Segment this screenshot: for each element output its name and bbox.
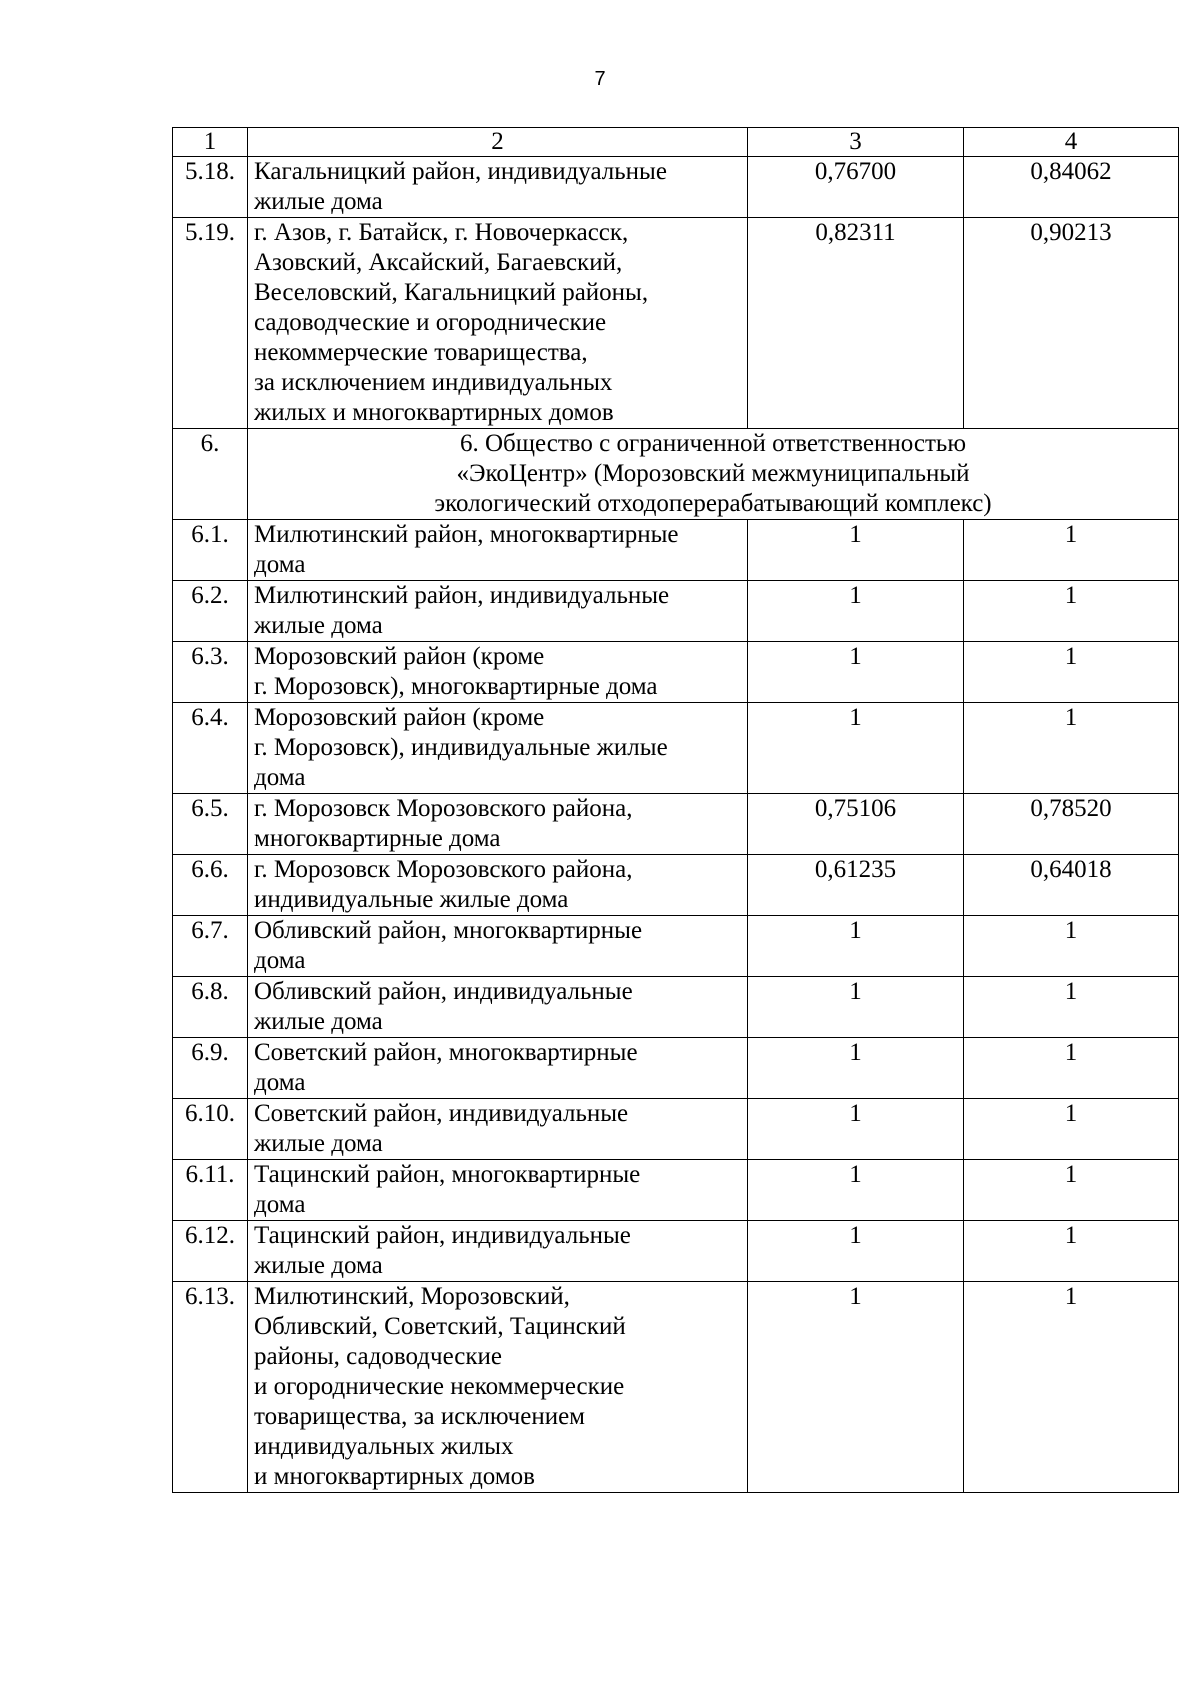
row-description [248, 977, 748, 1038]
coefficient-col-3: 0,76700 [748, 157, 964, 218]
table-row [173, 1099, 1179, 1160]
coefficient-col-4: 1 [964, 1038, 1179, 1099]
table-row [173, 794, 1179, 855]
cell-text-line: Советский район, многоквартирные [254, 1039, 638, 1066]
row-number: 6.7. [173, 916, 248, 977]
section-number: 6. [173, 429, 248, 520]
row-description [248, 1099, 748, 1160]
cell-text-line: индивидуальных жилых [254, 1433, 514, 1460]
cell-text-line: дома [254, 1069, 306, 1096]
cell-text-line: Веселовский, Кагальницкий районы, [254, 279, 649, 306]
table-row [173, 916, 1179, 977]
cell-text-line: г. Морозовск), многоквартирные дома [254, 673, 658, 700]
coefficient-col-3: 1 [748, 1221, 964, 1282]
table-row [173, 1038, 1179, 1099]
row-description [248, 581, 748, 642]
coefficient-col-4: 1 [964, 916, 1179, 977]
cell-text-line: Обливский район, индивидуальные [254, 978, 633, 1005]
row-number: 5.18. [173, 157, 248, 218]
cell-text-line: жилые дома [254, 1008, 383, 1035]
cell-text-line: жилые дома [254, 1252, 383, 1279]
row-description [248, 520, 748, 581]
row-number: 6.4. [173, 703, 248, 794]
tariff-table [172, 127, 1179, 1493]
section-title [248, 429, 1179, 520]
cell-text-line: Милютинский район, многоквартирные [254, 521, 679, 548]
header-row [173, 128, 1179, 157]
cell-text-line: Обливский район, многоквартирные [254, 917, 643, 944]
tariff-table-body [173, 128, 1179, 1493]
row-description [248, 916, 748, 977]
cell-text-line: Тацинский район, индивидуальные [254, 1222, 631, 1249]
row-number: 5.19. [173, 218, 248, 429]
coefficient-col-4: 0,78520 [964, 794, 1179, 855]
table-row [173, 581, 1179, 642]
header-col-3: 3 [748, 128, 964, 157]
cell-text-line: районы, садоводческие [254, 1343, 503, 1370]
cell-text-line: жилых и многоквартирных домов [254, 399, 614, 426]
cell-text-line: и многоквартирных домов [254, 1463, 535, 1490]
coefficient-col-3: 1 [748, 581, 964, 642]
coefficient-col-3: 1 [748, 1038, 964, 1099]
cell-text-line: «ЭкоЦентр» (Морозовский межмуниципальный [456, 460, 970, 487]
cell-text-line: товарищества, за исключением [254, 1403, 585, 1430]
cell-text-line: Азовский, Аксайский, Багаевский, [254, 249, 623, 276]
cell-text-line: Милютинский район, индивидуальные [254, 582, 670, 609]
coefficient-col-3: 1 [748, 642, 964, 703]
table-row [173, 218, 1179, 429]
coefficient-col-4: 1 [964, 703, 1179, 794]
row-description [248, 157, 748, 218]
table-row [173, 703, 1179, 794]
row-number: 6.1. [173, 520, 248, 581]
coefficient-col-4: 0,90213 [964, 218, 1179, 429]
coefficient-col-3: 0,82311 [748, 218, 964, 429]
row-number: 6.6. [173, 855, 248, 916]
cell-text-line: г. Морозовск Морозовского района, [254, 795, 633, 822]
cell-text-line: Советский район, индивидуальные [254, 1100, 629, 1127]
coefficient-col-4: 1 [964, 977, 1179, 1038]
cell-text-line: дома [254, 764, 306, 791]
cell-text-line: г. Азов, г. Батайск, г. Новочеркасск, [254, 219, 629, 246]
row-number: 6.8. [173, 977, 248, 1038]
coefficient-col-4: 1 [964, 520, 1179, 581]
coefficient-col-4: 0,84062 [964, 157, 1179, 218]
header-col-4: 4 [964, 128, 1179, 157]
cell-text-line: дома [254, 947, 306, 974]
cell-text-line: садоводческие и огороднические [254, 309, 607, 336]
coefficient-col-4: 1 [964, 1282, 1179, 1493]
row-number: 6.9. [173, 1038, 248, 1099]
row-number: 6.11. [173, 1160, 248, 1221]
cell-text-line: г. Морозовск Морозовского района, [254, 856, 633, 883]
cell-text-line: дома [254, 1191, 306, 1218]
row-description [248, 1160, 748, 1221]
cell-text-line: индивидуальные жилые дома [254, 886, 569, 913]
coefficient-col-3: 0,61235 [748, 855, 964, 916]
table-row [173, 855, 1179, 916]
table-row [173, 157, 1179, 218]
row-description [248, 794, 748, 855]
row-description [248, 218, 748, 429]
cell-text-line: Кагальницкий район, индивидуальные [254, 158, 667, 185]
coefficient-col-4: 1 [964, 1221, 1179, 1282]
cell-text-line: Милютинский, Морозовский, [254, 1283, 570, 1310]
row-number: 6.13. [173, 1282, 248, 1493]
cell-text-line: за исключением индивидуальных [254, 369, 613, 396]
table-row [173, 520, 1179, 581]
row-number: 6.12. [173, 1221, 248, 1282]
coefficient-col-4: 1 [964, 581, 1179, 642]
table-row [173, 977, 1179, 1038]
section-row [173, 429, 1179, 520]
cell-text-line: Морозовский район (кроме [254, 704, 545, 731]
header-col-2: 2 [248, 128, 748, 157]
cell-text-line: некоммерческие товарищества, [254, 339, 588, 366]
row-number: 6.2. [173, 581, 248, 642]
row-description [248, 1282, 748, 1493]
row-number: 6.10. [173, 1099, 248, 1160]
coefficient-col-4: 1 [964, 1160, 1179, 1221]
row-description [248, 855, 748, 916]
cell-text-line: экологический отходоперерабатывающий комплекс) [434, 490, 992, 517]
coefficient-col-3: 1 [748, 520, 964, 581]
row-description [248, 1221, 748, 1282]
coefficient-col-3: 1 [748, 1160, 964, 1221]
cell-text-line: Морозовский район (кроме [254, 643, 545, 670]
cell-text-line: жилые дома [254, 1130, 383, 1157]
header-col-1: 1 [173, 128, 248, 157]
cell-text-line: и огороднические некоммерческие [254, 1373, 625, 1400]
cell-text-line: жилые дома [254, 612, 383, 639]
table-row [173, 1282, 1179, 1493]
coefficient-col-4: 1 [964, 1099, 1179, 1160]
cell-text-line: г. Морозовск), индивидуальные жилые [254, 734, 668, 761]
table-row [173, 1221, 1179, 1282]
cell-text-line: Тацинский район, многоквартирные [254, 1161, 641, 1188]
row-description [248, 1038, 748, 1099]
coefficient-col-3: 1 [748, 916, 964, 977]
coefficient-col-3: 1 [748, 1099, 964, 1160]
table-row [173, 1160, 1179, 1221]
row-number: 6.5. [173, 794, 248, 855]
row-description [248, 642, 748, 703]
cell-text-line: жилые дома [254, 188, 383, 215]
cell-text-line: Обливский, Советский, Тацинский [254, 1313, 626, 1340]
cell-text-line: 6. Общество с ограниченной ответственностью [460, 430, 966, 457]
coefficient-col-4: 0,64018 [964, 855, 1179, 916]
coefficient-col-4: 1 [964, 642, 1179, 703]
cell-text-line: многоквартирные дома [254, 825, 501, 852]
table-row [173, 642, 1179, 703]
coefficient-col-3: 0,75106 [748, 794, 964, 855]
row-description [248, 703, 748, 794]
row-number: 6.3. [173, 642, 248, 703]
page-number: 7 [594, 68, 606, 90]
coefficient-col-3: 1 [748, 703, 964, 794]
coefficient-col-3: 1 [748, 977, 964, 1038]
coefficient-col-3: 1 [748, 1282, 964, 1493]
cell-text-line: дома [254, 551, 306, 578]
